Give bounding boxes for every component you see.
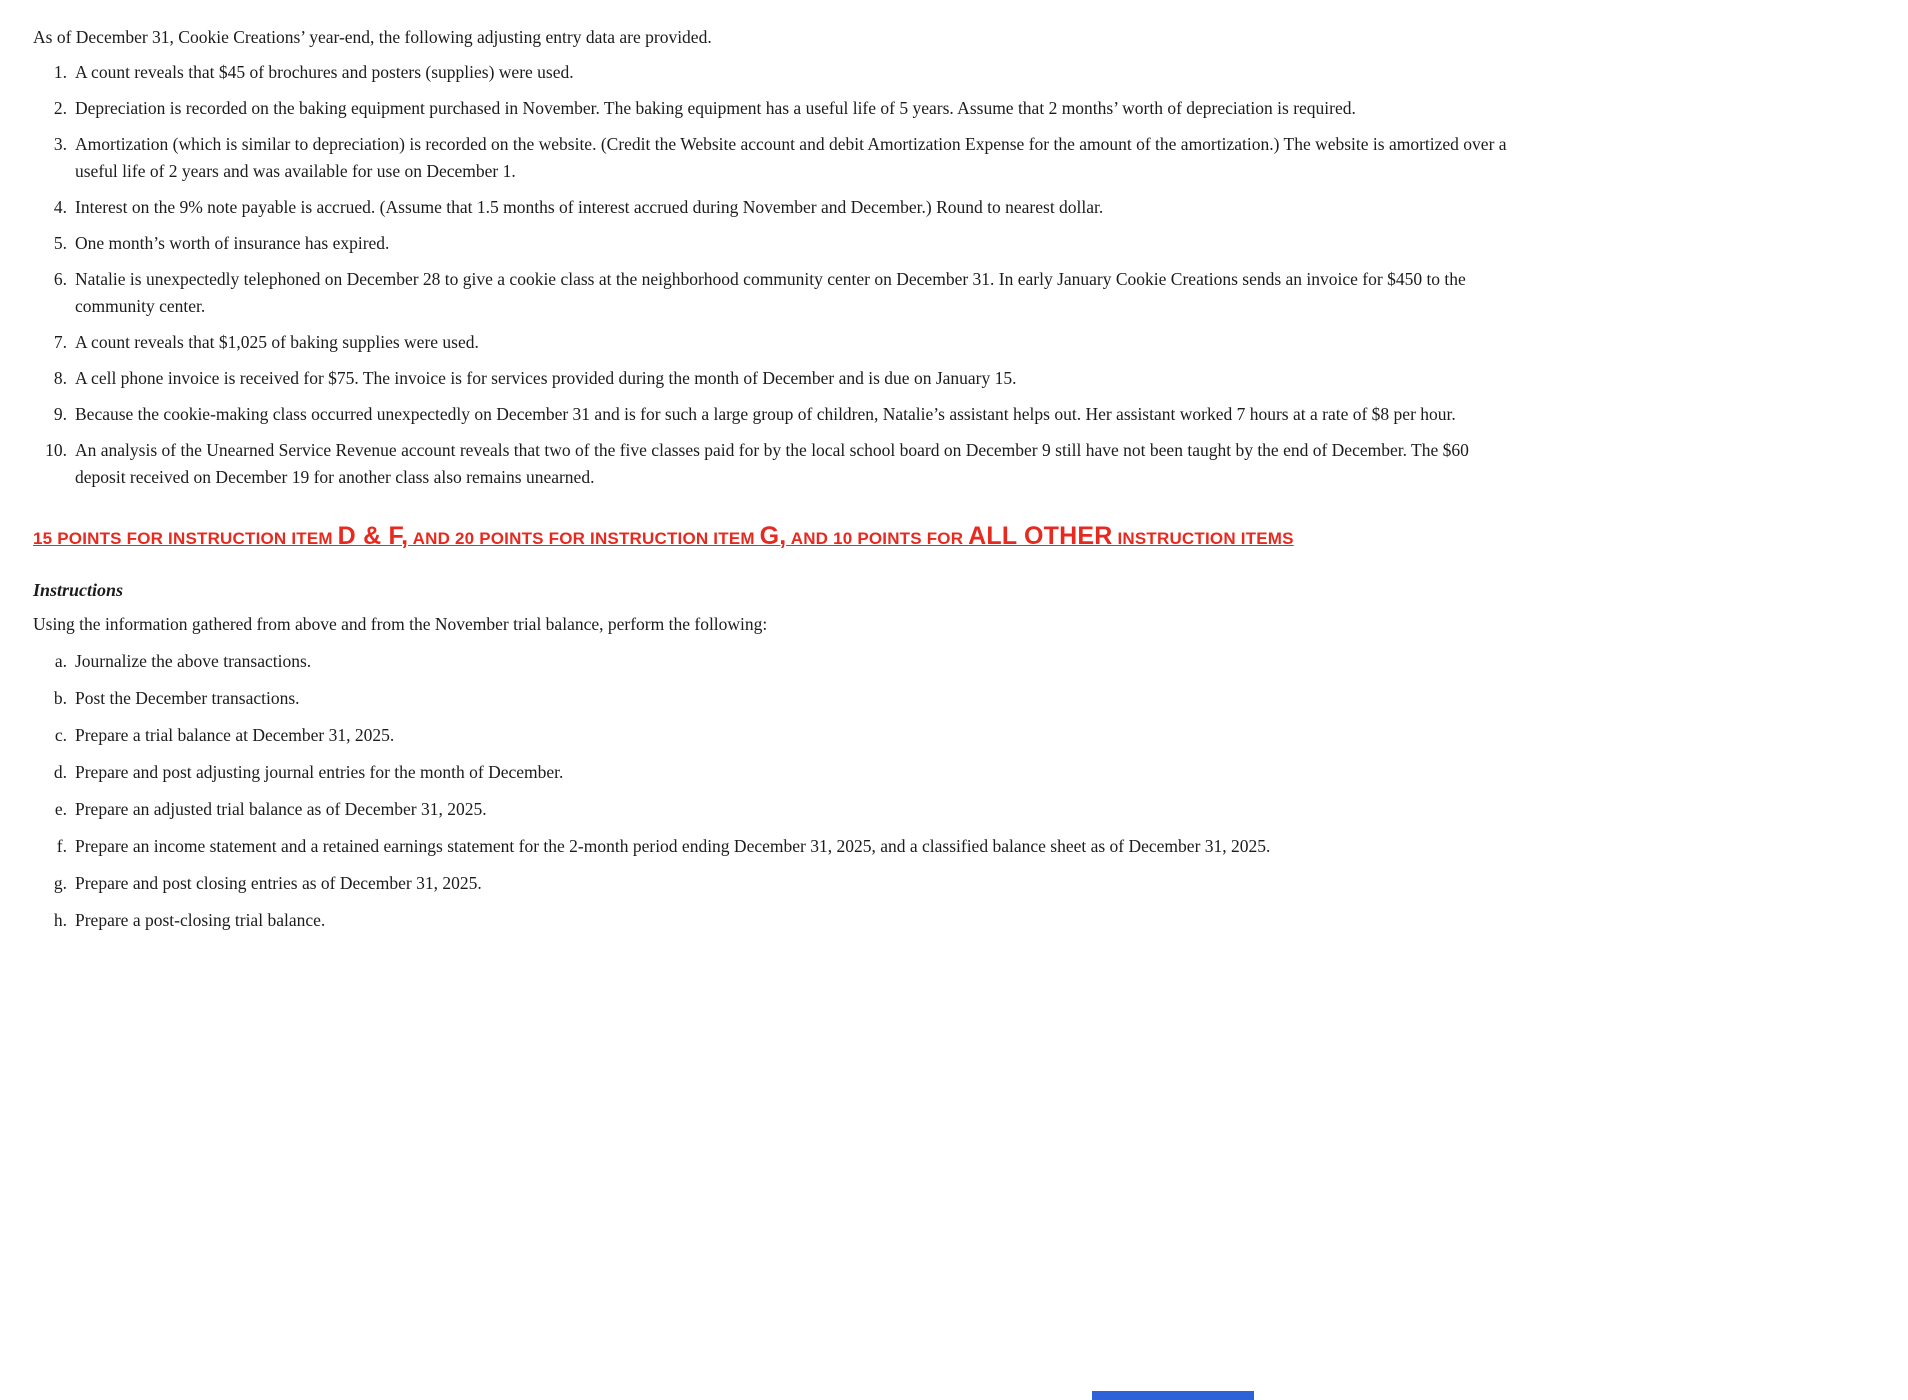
banner-segment: INSTRUCTION ITEMS (1112, 529, 1294, 548)
item-text: Depreciation is recorded on the baking equipment purchased in November. The baking equipment has a useful life of 5 years. Assume that 2 months’ worth of depreciation is required. (75, 98, 1356, 118)
instruction-item-e (33, 796, 1533, 823)
adjusting-item-5 (33, 230, 1533, 257)
item-text: An analysis of the Unearned Service Revenue account reveals that two of the five classes paid for by the local school board on December 9 still have not been taught by the end of December. The $60 deposit received on December 19 for another class also remains unearned. (75, 440, 1469, 487)
item-text: Because the cookie-making class occurred unexpectedly on December 31 and is for such a large group of children, Natalie’s assistant helps out. Her assistant worked 7 hours at a rate of $8 per hour. (75, 404, 1456, 424)
item-text: A cell phone invoice is received for $75. The invoice is for services provided during the month of December and is due on January 15. (75, 368, 1017, 388)
item-number: 3. (53, 134, 67, 154)
intro-paragraph: As of December 31, Cookie Creations’ year-end, the following adjusting entry data are provided. (33, 27, 712, 47)
instruction-item-f (33, 833, 1533, 860)
banner-segment-emphasis: D & F, (337, 522, 409, 550)
item-number: 8. (53, 368, 67, 388)
adjusting-item-6 (33, 266, 1533, 320)
instruction-item-h (33, 907, 1533, 934)
item-text: Prepare and post adjusting journal entries for the month of December. (75, 762, 564, 782)
adjusting-item-3 (33, 131, 1533, 185)
item-number: 5. (53, 233, 67, 253)
banner-segment: AND 10 POINTS FOR (786, 529, 969, 548)
adjusting-item-10 (33, 437, 1533, 491)
item-letter: c. (54, 725, 67, 745)
instruction-item-g (33, 870, 1533, 897)
item-number: 2. (53, 98, 67, 118)
instruction-item-c (33, 722, 1533, 749)
instruction-item-b (33, 685, 1533, 712)
item-text: Prepare a post-closing trial balance. (75, 910, 326, 930)
item-text: Prepare and post closing entries as of December 31, 2025. (75, 873, 482, 893)
banner-segment-emphasis: G, (759, 522, 787, 550)
adjusting-item-8 (33, 365, 1533, 392)
item-number: 6. (53, 269, 67, 289)
item-text: Journalize the above transactions. (75, 651, 312, 671)
item-letter: a. (54, 651, 67, 671)
instructions-heading: Instructions (33, 580, 124, 600)
adjusting-item-1 (33, 59, 1533, 86)
banner-segment: AND 20 POINTS FOR INSTRUCTION ITEM (408, 529, 760, 548)
item-number: 4. (53, 197, 67, 217)
item-text: Interest on the 9% note payable is accrued. (Assume that 1.5 months of interest accrued during November and December.) Round to nearest dollar. (75, 197, 1104, 217)
item-text: Amortization (which is similar to depreciation) is recorded on the website. (Credit the Website account and debit Amortization Expense for the amount of the amortization.) The website is amortized over a useful life of 2 years and was available for use on December 1. (75, 134, 1507, 181)
instructions-intro: Using the information gathered from above and from the November trial balance, perform the following: (33, 614, 768, 634)
item-letter: g. (53, 873, 67, 893)
adjusting-item-7 (33, 329, 1533, 356)
item-text: A count reveals that $1,025 of baking supplies were used. (75, 332, 479, 352)
points-banner (33, 521, 1633, 554)
instruction-item-a (33, 648, 1533, 675)
item-text: Prepare an adjusted trial balance as of December 31, 2025. (75, 799, 487, 819)
item-text: Prepare an income statement and a retained earnings statement for the 2-month period ending December 31, 2025, and a classified balance sheet as of December 31, 2025. (75, 836, 1271, 856)
item-text: Post the December transactions. (75, 688, 300, 708)
item-text: Prepare a trial balance at December 31, 2025. (75, 725, 395, 745)
adjusting-entries-list (33, 59, 1878, 491)
item-number: 1. (53, 62, 67, 82)
item-letter: b. (53, 688, 67, 708)
item-letter: e. (54, 799, 67, 819)
item-letter: f. (56, 836, 67, 856)
adjusting-item-9 (33, 401, 1533, 428)
item-number: 7. (53, 332, 67, 352)
item-letter: h. (53, 910, 67, 930)
item-text: A count reveals that $45 of brochures and posters (supplies) were used. (75, 62, 574, 82)
adjusting-item-4 (33, 194, 1533, 221)
bottom-blue-strip (1092, 1391, 1254, 1400)
item-letter: d. (53, 762, 67, 782)
item-text: Natalie is unexpectedly telephoned on December 28 to give a cookie class at the neighborhood community center on December 31. In early January Cookie Creations sends an invoice for $450 to the community center. (75, 269, 1466, 316)
banner-segment-emphasis: ALL OTHER (968, 522, 1113, 550)
adjusting-item-2 (33, 95, 1533, 122)
instructions-list (33, 648, 1878, 934)
banner-segment: 15 POINTS FOR INSTRUCTION ITEM (33, 529, 338, 548)
instruction-item-d (33, 759, 1533, 786)
item-number: 10. (45, 440, 67, 460)
item-text: One month’s worth of insurance has expired. (75, 233, 390, 253)
item-number: 9. (53, 404, 67, 424)
